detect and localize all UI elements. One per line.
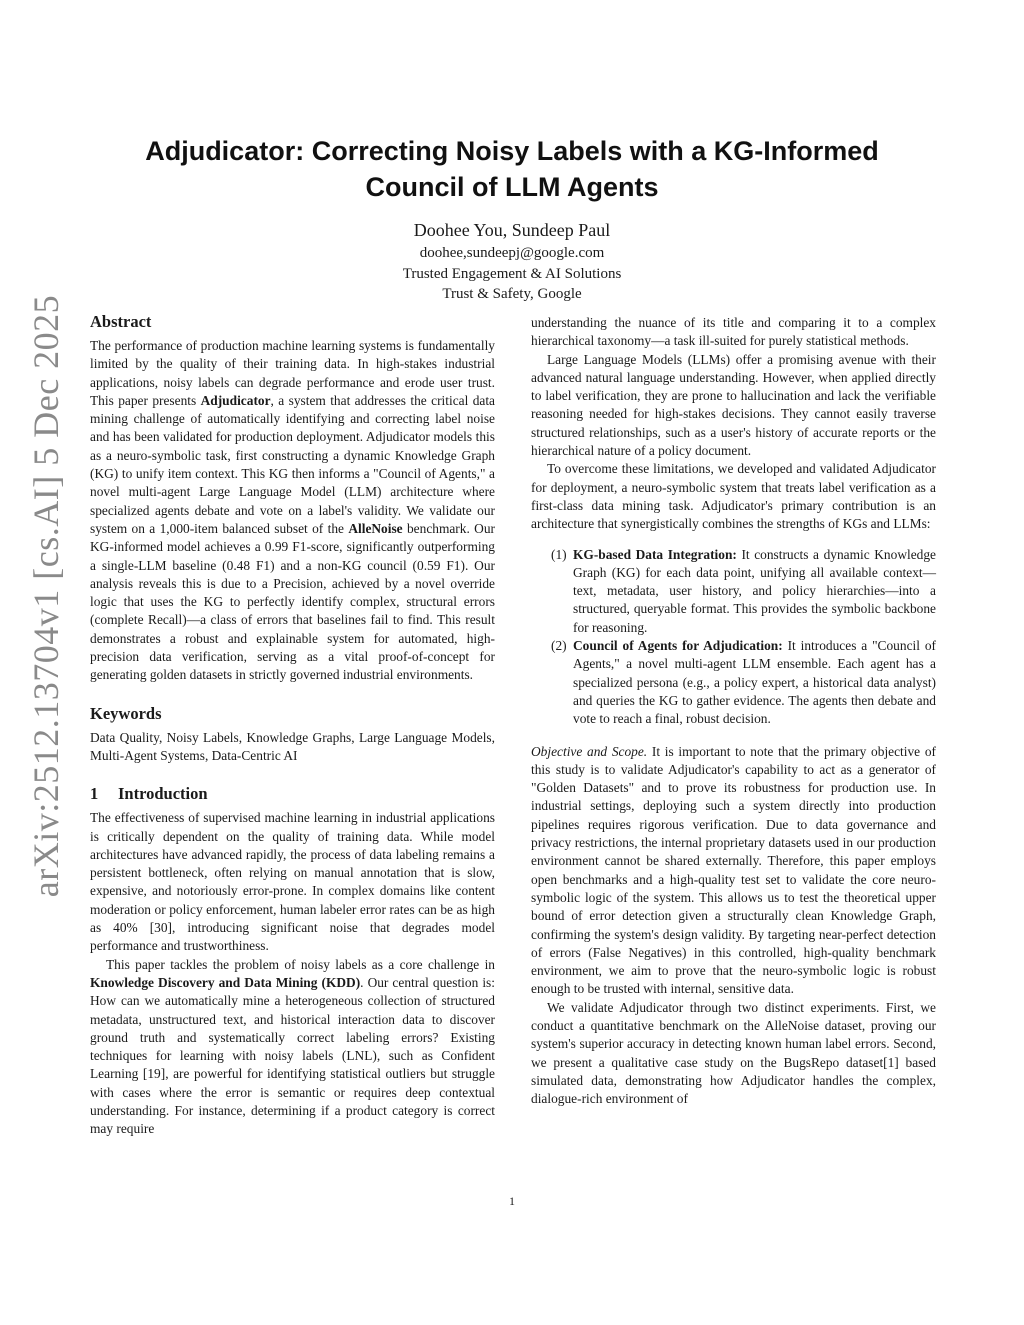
contribution-item-2-text: It introduces a "Council of Agents," a novel multi-agent LLM ensemble. Each agent has a specialized persona (e.g., a policy expert, a historical data analyst) and queries the KG to gather evidence. The agents then debate and vote to reach a final, robust decision. bbox=[573, 638, 936, 727]
contribution-item-2-title: Council of Agents for Adjudication: bbox=[573, 638, 783, 654]
author-email: doohee,sundeepj@google.com bbox=[419, 245, 605, 261]
introduction-heading bbox=[90, 783, 495, 805]
intro-paragraph-5: To overcome these limitations, we developed and validated Adjudicator for deployment, a neuro-symbolic system that treats label verification as a first-class data mining task. Adjudicator's primary contribution is an architecture that synergistically combines the strengths of KGs and LLMs: bbox=[531, 461, 936, 532]
intro-paragraph-6: We validate Adjudicator through two distinct experiments. First, we conduct a quantitative benchmark on the AlleNoise dataset, proving our system's superior accuracy in detecting known human label errors. Second, we present a qualitative case study on the BugsRepo dataset[1] based simulated data, demonstrating how Adjudicator handles the complex, dialogue-rich environment of bbox=[531, 999, 936, 1107]
intro-paragraph-1: The effectiveness of supervised machine learning in industrial applications is critically dependent on the quality of training data. While model architectures have advanced rapidly, the process of data labeling remains a persistent bottleneck, often relying on manual annotation that is slow, expensive, and notoriously error-prone. In complex domains like content moderation or policy enforcement, human labeler error rates can be as high as 40% [30], introducing significant noise that degrades model performance and trustworthiness. bbox=[90, 810, 495, 954]
abstract-paragraph bbox=[90, 337, 495, 685]
page-number: 1 bbox=[509, 1194, 515, 1208]
intro-paragraph-2-part-a: This paper tackles the problem of noisy labels as a core challenge in bbox=[106, 956, 495, 972]
introduction-heading-text: Introduction bbox=[118, 784, 208, 804]
introduction-section-number: 1 bbox=[90, 784, 99, 804]
left-column bbox=[90, 311, 495, 1139]
arxiv-identifier-stamp bbox=[26, 246, 66, 946]
paper-title-line-2: Council of LLM Agents bbox=[365, 172, 659, 202]
intro-paragraph-2 bbox=[90, 956, 495, 1139]
intro-kdd-term: Knowledge Discovery and Data Mining (KDD) bbox=[90, 974, 361, 990]
keywords-text: Data Quality, Noisy Labels, Knowledge Graphs, Large Language Models, Multi-Agent Systems, Data-Centric AI bbox=[90, 729, 495, 763]
abstract-benchmark-name: AlleNoise bbox=[348, 520, 403, 536]
paper-title-line-1: Adjudicator: Correcting Noisy Labels with a KG-Informed bbox=[145, 136, 879, 166]
contribution-item-1-text: It constructs a dynamic Knowledge Graph (KG) for each data point, unifying all available context—text, metadata, user history, and policy hierarchies—into a structured, queryable format. This provides the symbolic backbone for reasoning. bbox=[573, 546, 936, 635]
abstract-text-part-3: benchmark. Our KG-informed model achieves a 0.99 F1-score, significantly outperforming a single-LLM baseline (0.48 F1) and a non-KG council (0.59 F1). Our analysis reveals this is due to a Precision, achieved by a novel override logic that uses the KG to perfectly identify complex, structural errors (complete Recall)—a class of errors that baselines fail to find. This result demonstrates a robust and explainable system for automated, high-precision data verification, serving as a vital proof-of-concept for generating golden datasets in strictly governed industrial environments. bbox=[90, 520, 495, 683]
contribution-item-1 bbox=[531, 546, 936, 637]
author-affiliation-team: Trusted Engagement & AI Solutions bbox=[402, 265, 622, 282]
intro-paragraph-3: understanding the nuance of its title and comparing it to a complex hierarchical taxonomy—a task ill-suited for purely statistical methods. bbox=[531, 315, 936, 349]
paper-header bbox=[90, 133, 934, 305]
author-affiliation-org: Trust & Safety, Google bbox=[442, 286, 582, 302]
intro-paragraph-2-part-b: . Our central question is: How can we automatically mine a heterogeneous collection of structured metadata, unstructured text, and historical interaction data to discover ground truth and systematically correct labeling errors? Existing techniques for learning with noisy labels (LNL), such as Confident Learning [19], are powerful for identifying statistical outliers but struggle with cases where the error is semantic or requires deep contextual understanding. For instance, determining if a product category is correct may require bbox=[90, 974, 495, 1137]
right-column bbox=[531, 314, 936, 1108]
objective-scope-label: Objective and Scope. bbox=[531, 743, 648, 759]
contribution-item-1-number: (1) bbox=[551, 546, 567, 562]
intro-paragraph-4: Large Language Models (LLMs) offer a promising avenue with their advanced natural language understanding. However, when applied directly to label verification, they are prone to hallucination and lack the verifiable reasoning needed for high-stakes decisions. They cannot easily traverse structured relationships, such as a user's history of accurate reports or the hierarchical nature of a policy document. bbox=[531, 351, 936, 459]
objective-scope-paragraph bbox=[531, 743, 936, 999]
abstract-text-part-2: , a system that addresses the critical data mining challenge of automatically identifying and correcting label noise and has been validated for production deployment. Adjudicator models this as a neuro-symbolic task, first constructing a dynamic Knowledge Graph (KG) to unify item context. This KG then informs a "Council of Agents," a novel multi-agent Large Language Model (LLM) architecture where specialized agents debate and vote on a label's validity. We validate our system on a 1,000-item balanced subset of the bbox=[90, 392, 495, 536]
contribution-list bbox=[531, 546, 936, 729]
arxiv-identifier-text: arXiv:2512.13704v1 [cs.AI] 5 Dec 2025 bbox=[26, 294, 66, 898]
abstract-heading: Abstract bbox=[90, 312, 152, 331]
objective-scope-text: It is important to note that the primary objective of this study is to validate Adjudicator's capability to act as a generator of "Golden Datasets" and to prove its robustness for production use. In industrial settings, deploying such a system directly into production pipelines requires rigorous verification. Due to data governance and privacy restrictions, the internal proprietary datasets used in our production environment cannot be shared externally. Therefore, this paper employs open benchmarks and a high-quality test set to validate the core neuro-symbolic logic of the system. This allows us to test the theoretical upper bound of error detection given a structurally clean Knowledge Graph, confirming the system's design validity. By targeting near-perfect detection of errors (False Negatives) in this controlled, high-quality benchmark environment, we aim to prove that the neuro-symbolic logic is robust enough to be trusted with internal, sensitive data. bbox=[531, 743, 936, 997]
paper-title bbox=[90, 133, 934, 205]
abstract-system-name: Adjudicator bbox=[200, 392, 271, 408]
abstract-text-part-1: The performance of production machine learning systems is fundamentally limited by the quality of their training data. In high-stakes industrial applications, noisy labels can degrade performance and erode user trust. This paper presents bbox=[90, 338, 495, 408]
keywords-heading: Keywords bbox=[90, 703, 162, 723]
contribution-item-1-title: KG-based Data Integration: bbox=[573, 546, 737, 562]
contribution-item-2 bbox=[531, 637, 936, 728]
contribution-item-2-number: (2) bbox=[551, 638, 567, 654]
author-names: Doohee You, Sundeep Paul bbox=[413, 220, 611, 240]
